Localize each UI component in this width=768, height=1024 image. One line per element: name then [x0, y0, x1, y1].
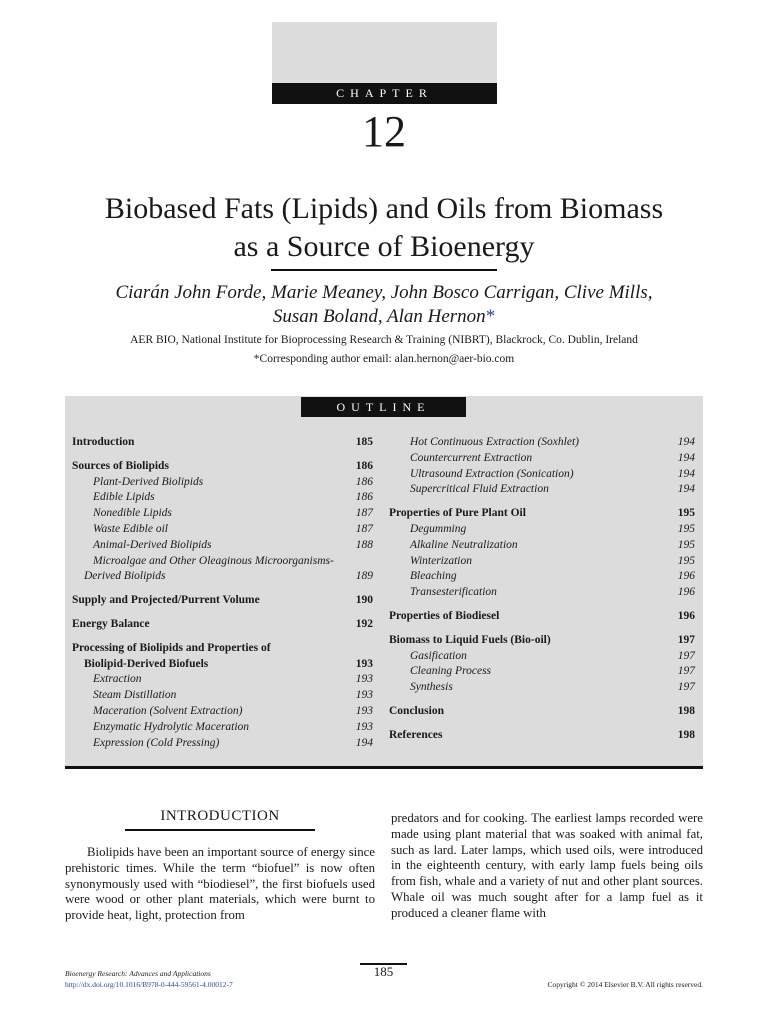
chapter-header-box [272, 22, 497, 83]
outline-entry[interactable] [72, 475, 373, 491]
outline-bottom-rule [65, 766, 703, 769]
outline-entry-page: 198 [677, 728, 695, 741]
outline-entry-title: Expression (Cold Pressing) [93, 736, 220, 749]
outline-entry-title: Synthesis [410, 681, 453, 694]
outline-entry-title: Countercurrent Extraction [410, 451, 533, 464]
outline-entry-page: 198 [677, 704, 695, 717]
outline-entry-page: 196 [677, 609, 695, 622]
outline-entry-title: Animal-Derived Biolipids [93, 538, 212, 551]
outline-entry[interactable] [389, 482, 695, 498]
outline-entry[interactable] [389, 585, 695, 601]
outline-entry-page: 193 [355, 704, 373, 717]
outline-entry[interactable] [389, 680, 695, 696]
outline-entry-title: Nonedible Lipids [93, 507, 172, 520]
outline-entry-page: 186 [355, 475, 373, 488]
outline-entry-title: Introduction [72, 436, 135, 448]
outline-entry-page: 197 [677, 681, 695, 694]
outline-entry-page: 195 [677, 538, 695, 551]
outline-entry-page: 195 [677, 507, 695, 520]
outline-entry-page: 196 [677, 570, 695, 583]
outline-entry[interactable] [72, 736, 373, 752]
outline-entry-title: Alkaline Neutralization [410, 538, 518, 551]
outline-entry-page: 185 [355, 436, 373, 448]
outline-entry[interactable] [389, 435, 695, 451]
outline-entry-page: 193 [355, 673, 373, 686]
outline-entry-title: Energy Balance [72, 617, 150, 630]
title-divider [271, 269, 497, 271]
outline-entry[interactable] [72, 506, 373, 522]
outline-entry-page: 186 [355, 491, 373, 504]
authors-line2: Susan Boland, Alan Hernon [272, 306, 486, 327]
chapter-title [40, 190, 728, 266]
outline-entry-page: 193 [355, 720, 373, 733]
chapter-title-line1: Biobased Fats (Lipids) and Oils from Biomass [104, 192, 664, 225]
outline-entry-title: Steam Distillation [93, 689, 177, 702]
outline-entry[interactable] [389, 522, 695, 538]
outline-entry-page: 190 [355, 594, 373, 607]
outline-entry[interactable] [72, 617, 373, 633]
outline-entry[interactable] [72, 657, 373, 673]
introduction-paragraph-left: Biolipids have been an important source of energy since prehistoric times. While the term “biofuel” is now often synonymously used with “biodiesel”, the first biofuels used were wood or other plant materials, which were burnt to provide heat, light, protection from [65, 845, 375, 923]
outline-entry-title: Degumming [410, 522, 467, 535]
outline-entry-title: Maceration (Solvent Extraction) [93, 704, 243, 717]
outline-entry[interactable] [389, 569, 695, 585]
outline-entry-title: References [389, 728, 443, 741]
outline-entry[interactable] [72, 704, 373, 720]
outline-entry[interactable] [389, 451, 695, 467]
outline-entry-title: Hot Continuous Extraction (Soxhlet) [410, 436, 579, 448]
outline-entry[interactable] [72, 522, 373, 538]
page-number: 185 [373, 964, 394, 979]
outline-entry[interactable] [389, 609, 695, 625]
chapter-title-line2: as a Source of Bioenergy [233, 230, 535, 263]
outline-entry-title: Winterization [410, 554, 472, 567]
copyright: Copyright © 2014 Elsevier B.V. All rights reserved. [547, 980, 703, 989]
outline-entry-title: Edible Lipids [93, 491, 155, 504]
outline-entry[interactable] [72, 569, 373, 585]
outline-entry-page: 186 [355, 459, 373, 472]
outline-entry-title: Microalgae and Other Oleaginous Microorganisms- [93, 554, 334, 567]
outline-entry-title: Properties of Biodiesel [389, 609, 500, 622]
outline-entry-title: Plant-Derived Biolipids [93, 475, 204, 488]
outline-column-left [72, 435, 373, 751]
outline-entry-page: 193 [355, 689, 373, 702]
chapter-label: CHAPTER [272, 83, 497, 104]
outline-entry[interactable] [389, 506, 695, 522]
outline-entry-title: Enzymatic Hydrolytic Maceration [93, 720, 250, 733]
outline-entry-page: 188 [355, 538, 373, 551]
outline-label: OUTLINE [301, 397, 466, 417]
outline-entry-title: Ultrasound Extraction (Sonication) [410, 467, 574, 480]
outline-entry[interactable] [72, 490, 373, 506]
introduction-heading: INTRODUCTION [160, 808, 280, 824]
outline-entry-page: 197 [677, 649, 695, 662]
outline-entry-page: 193 [355, 657, 373, 670]
outline-entry-page: 196 [677, 586, 695, 599]
outline-entry-page: 194 [677, 451, 695, 464]
outline-entry[interactable] [389, 664, 695, 680]
outline-entry-title: Biomass to Liquid Fuels (Bio-oil) [389, 633, 551, 646]
outline-entry[interactable] [389, 704, 695, 720]
chapter-number: 12 [362, 107, 406, 156]
outline-entry-page: 187 [355, 522, 373, 535]
outline-entry-title: Extraction [93, 673, 142, 686]
journal-title: Bioenergy Research: Advances and Applications [65, 969, 211, 978]
introduction-heading-rule [125, 829, 315, 831]
doi-link[interactable]: http://dx.doi.org/10.1016/B978-0-444-59561-4.00012-7 [65, 980, 233, 989]
outline-entry[interactable] [72, 672, 373, 688]
outline-entry-title: Cleaning Process [410, 665, 492, 678]
corresponding-author-email: *Corresponding author email: alan.hernon@aer-bio.com [253, 353, 515, 365]
outline-entry[interactable] [72, 641, 373, 657]
outline-entry-title: Supercritical Fluid Extraction [410, 483, 549, 496]
outline-entry[interactable] [389, 538, 695, 554]
outline-entry[interactable] [72, 435, 373, 451]
outline-entry[interactable] [389, 728, 695, 744]
outline-entry[interactable] [389, 649, 695, 665]
outline-entry[interactable] [72, 554, 373, 570]
outline-entry[interactable] [72, 459, 373, 475]
outline-entry-title: Sources of Biolipids [72, 459, 169, 472]
authors-line1: Ciarán John Forde, Marie Meaney, John Bosco Carrigan, Clive Mills, [115, 282, 653, 303]
outline-entry[interactable] [72, 720, 373, 736]
outline-entry-title: Waste Edible oil [93, 522, 168, 535]
outline-entry[interactable] [72, 593, 373, 609]
outline-entry-page: 189 [355, 570, 373, 583]
outline-entry-title: Processing of Biolipids and Properties of [72, 641, 271, 654]
affiliation: AER BIO, National Institute for Bioprocessing Research & Training (NIBRT), Blackrock, Co. Dublin, Ireland [130, 334, 638, 346]
outline-entry-page: 194 [677, 483, 695, 496]
corresponding-author-marker: * [485, 306, 496, 327]
outline-entry-page: 197 [677, 665, 695, 678]
outline-entry-title: Biolipid-Derived Biofuels [84, 657, 209, 670]
outline-entry-title: Gasification [410, 649, 467, 662]
outline-entry[interactable] [389, 633, 695, 649]
outline-entry-page: 195 [677, 554, 695, 567]
outline-entry[interactable] [72, 688, 373, 704]
outline-column-right [389, 435, 695, 744]
outline-entry[interactable] [389, 467, 695, 483]
outline-entry-title: Bleaching [410, 570, 457, 583]
outline-entry-title: Supply and Projected/Purrent Volume [72, 594, 260, 607]
outline-entry-page: 187 [355, 507, 373, 520]
outline-entry-title: Conclusion [389, 704, 444, 717]
outline-entry-page: 195 [677, 522, 695, 535]
outline-entry-page: 192 [355, 617, 373, 630]
outline-entry-title: Derived Biolipids [84, 570, 166, 583]
outline-entry-page: 197 [677, 633, 695, 646]
authors [40, 281, 728, 329]
outline-entry-page: 194 [677, 436, 695, 448]
outline-entry-page: 194 [355, 736, 373, 749]
outline-entry[interactable] [389, 554, 695, 570]
outline-entry-title: Properties of Pure Plant Oil [389, 507, 526, 520]
outline-entry[interactable] [72, 538, 373, 554]
outline-entry-title: Transesterification [410, 586, 497, 599]
outline-entry-page: 194 [677, 467, 695, 480]
introduction-paragraph-right: predators and for cooking. The earliest lamps recorded were made using plant material that was soaked with animal fat, such as lard. Later lamps, which used oils, were introduced in the eighteenth century, with early lamp fuels being oils from fish, whale and a variety of nut and other plant sources. Whale oil was much sought after for a lamp fuel as it produced a cleaner flame with [391, 811, 703, 920]
